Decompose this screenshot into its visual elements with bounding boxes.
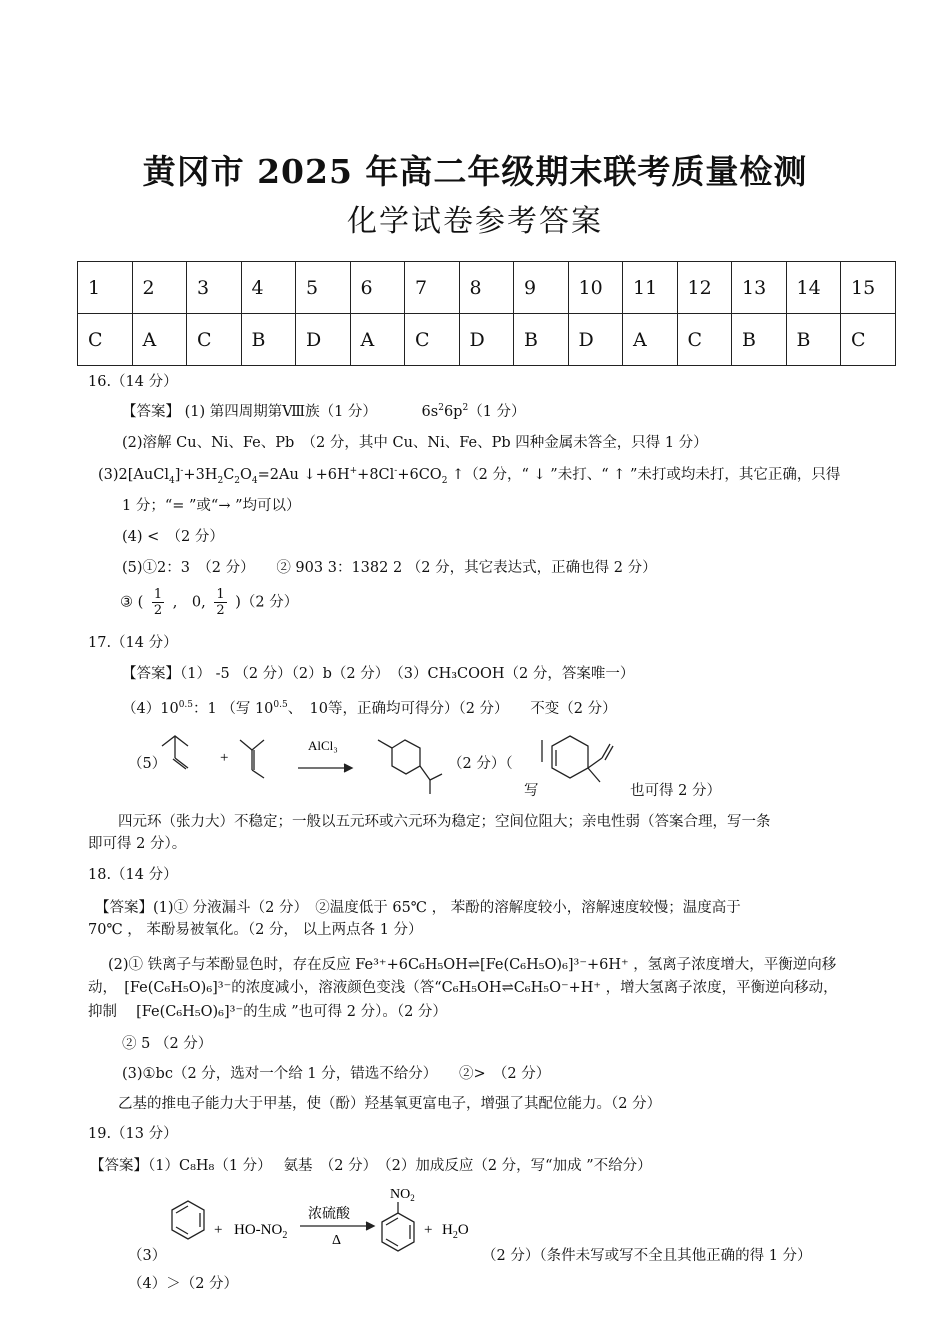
- nitric-acid-formula: $HO-NO_2$: [234, 1222, 288, 1241]
- page-subtitle: 化学试卷参考答案: [347, 204, 603, 239]
- alternative-product-structure: [542, 736, 613, 782]
- plus-sign-2: +: [424, 1222, 433, 1238]
- question-number-cell: 6: [350, 262, 405, 314]
- answer-cell: B: [241, 314, 296, 366]
- q19-line3: （4）＞（2 分）: [128, 1276, 239, 1292]
- water-formula: $H_2O$: [442, 1222, 469, 1241]
- reaction-condition-top: 浓硫酸: [308, 1207, 350, 1222]
- reaction-reagent: AlCl₃: [308, 738, 338, 753]
- q18-line1: 【答案】(1)① 分液漏斗（2 分） ②温度低于 65℃ ， 苯酚的溶解度较小，溶解速度较慢；温度高于: [95, 900, 741, 916]
- q17-header: 17.（14 分）: [88, 635, 178, 651]
- nitro-group-label: $NO_2$: [390, 1187, 415, 1203]
- question-number-cell: 3: [187, 262, 242, 314]
- q19-nitration-scheme: [150, 1182, 490, 1268]
- butadiene-structure: [162, 736, 188, 769]
- question-number-cell: 8: [459, 262, 514, 314]
- q16-line2: (2)溶解 Cu、Ni、Fe、Pb （2 分，其中 Cu、Ni、Fe、Pb 四种金属未答全，只得 1 分）: [122, 435, 708, 451]
- nitrobenzene-structure: [382, 1202, 414, 1251]
- q17-line3-write: 写: [524, 783, 539, 799]
- q19-line1: 【答案】（1）C₈H₈（1 分） 氨基 （2 分） （2）加成反应（2 分，写“加成 ”不给分）: [90, 1158, 652, 1174]
- q19-header: 19.（13 分）: [88, 1126, 178, 1142]
- q18-line4: 动， [Fe(C₆H₅O)₆]³⁻的浓度减小，溶液颜色变浅（答“C₆H₅OH⇌C₆H₅O⁻+H⁺ ，增大氢离子浓度，平衡逆向移动，: [88, 980, 838, 996]
- q17-line3-also: 也可得 2 分）: [630, 783, 721, 799]
- isoprene-structure: [240, 740, 264, 778]
- answer-table-answer-row: [78, 314, 896, 366]
- page-title: 黄冈市 2025 年高二年级期末联考质量检测: [142, 152, 808, 191]
- reaction-condition-bottom: Δ: [332, 1233, 342, 1248]
- answer-cell: D: [568, 314, 623, 366]
- q16-line1: [122, 400, 526, 421]
- question-number-cell: 2: [132, 262, 187, 314]
- q16-coord-open: ③ (: [120, 594, 144, 611]
- question-number-cell: 5: [296, 262, 351, 314]
- q16-line4: 1 分；“= ”或“→ ”均可以）: [122, 498, 301, 514]
- q17-line3-score: （2 分）（: [448, 756, 513, 772]
- q18-line3: (2)① 铁离子与苯酚显色时，存在反应 Fe³⁺+6C₆H₅OH⇌[Fe(C₆H₅O)₆]³⁻+6H⁺ ，氢离子浓度增大，平衡逆向移: [108, 957, 837, 973]
- q16-header: 16.（14 分）: [88, 374, 178, 390]
- question-number-cell: 12: [677, 262, 732, 314]
- answer-table-number-row: [78, 262, 896, 314]
- q18-line8: 乙基的推电子能力大于甲基，使（酚）羟基氧更富电子，增强了其配位能力。（2 分）: [118, 1096, 662, 1112]
- answer-cell: C: [841, 314, 896, 366]
- question-number-cell: 14: [786, 262, 841, 314]
- q16-line3: [98, 463, 840, 484]
- q16-line5: (4) < （2 分）: [122, 529, 224, 545]
- q17-line4: 四元环（张力大）不稳定；一般以五元环或六元环为稳定；空间位阻大；亲电性弱（答案合理，写一条: [118, 814, 771, 830]
- fraction-half-1: $\frac{1}{2}$: [153, 587, 163, 618]
- answer-cell: B: [786, 314, 841, 366]
- answer-cell: C: [78, 314, 133, 366]
- answer-cell: A: [623, 314, 678, 366]
- q16-line7: [120, 587, 298, 618]
- q16-line1-text: 【答案】 (1) 第四周期第Ⅷ族（1 分）: [122, 404, 377, 420]
- question-number-cell: 11: [623, 262, 678, 314]
- q17-line5: 即可得 2 分）。: [88, 836, 187, 852]
- q16-line1-score: （1 分）: [468, 404, 526, 420]
- q18-line6: ② 5 （2 分）: [122, 1036, 213, 1052]
- q16-line3-tail: （2 分，“ ↓ ”未打、“ ↑ ”未打或均未打，其它正确，只得: [464, 467, 841, 483]
- limonene-product-structure: [378, 740, 442, 794]
- benzene-structure: [172, 1201, 204, 1239]
- answer-cell: C: [677, 314, 732, 366]
- q16-line6: (5)①2：3 （2 分） ② 903 3：1382 2 （2 分，其它表达式，正确也得 2 分）: [122, 560, 657, 576]
- q16-coord-close: )（2 分）: [235, 594, 299, 611]
- question-number-cell: 10: [568, 262, 623, 314]
- question-number-cell: 1: [78, 262, 133, 314]
- question-number-cell: 7: [405, 262, 460, 314]
- q18-line5: 抑制 [Fe(C₆H₅O)₆]³⁻的生成 ”也可得 2 分）。（2 分）: [88, 1004, 447, 1020]
- answer-cell: C: [405, 314, 460, 366]
- q18-header: 18.（14 分）: [88, 867, 178, 883]
- question-number-cell: 13: [732, 262, 787, 314]
- answer-cell: D: [459, 314, 514, 366]
- answer-table: [77, 261, 896, 366]
- plus-sign: +: [220, 750, 229, 766]
- question-number-cell: 4: [241, 262, 296, 314]
- answer-cell: A: [350, 314, 405, 366]
- q16-coord-mid: , 0,: [172, 594, 206, 611]
- q17-line2: $(4)10^{0.5}$：1 （写 $10^{0.5}$、 10等，正确均可得分）（2 分） 不变（2 分）: [122, 700, 617, 717]
- answer-cell: D: [296, 314, 351, 366]
- q16-equation: $(3)2[AuCl_4]^-+3H_2C_2O_4=2Au$ $↓+6H^++8Cl^-+6CO_2$ ↑: [98, 466, 465, 486]
- q17-line3-label: （5）: [128, 756, 167, 772]
- question-number-cell: 15: [841, 262, 896, 314]
- fraction-half-2: $\frac{1}{2}$: [216, 587, 225, 618]
- answer-cell: B: [732, 314, 787, 366]
- q18-line2: 70℃ ， 苯酚易被氧化。（2 分， 以上两点各 1 分）: [88, 922, 423, 938]
- answer-cell: C: [187, 314, 242, 366]
- question-number-cell: 9: [514, 262, 569, 314]
- plus-sign-1: +: [214, 1222, 223, 1238]
- answer-cell: B: [514, 314, 569, 366]
- q18-line7: (3)①bc（2 分，选对一个给 1 分，错选不给分） ②> （2 分）: [122, 1066, 551, 1082]
- q16-electron-config: $6s^26p^2$: [421, 403, 469, 420]
- reaction-arrow: [298, 764, 352, 772]
- q19-line2-label: （3）: [128, 1248, 167, 1264]
- q17-line1: 【答案】（1） -5 （2 分）（2）b（2 分） （3）CH₃COOH（2 分，答案唯一）: [122, 666, 635, 682]
- reaction-arrow-2: [300, 1222, 374, 1230]
- answer-cell: A: [132, 314, 187, 366]
- q19-line2-score: （2 分）（条件未写或写不全且其他正确的得 1 分）: [482, 1248, 812, 1264]
